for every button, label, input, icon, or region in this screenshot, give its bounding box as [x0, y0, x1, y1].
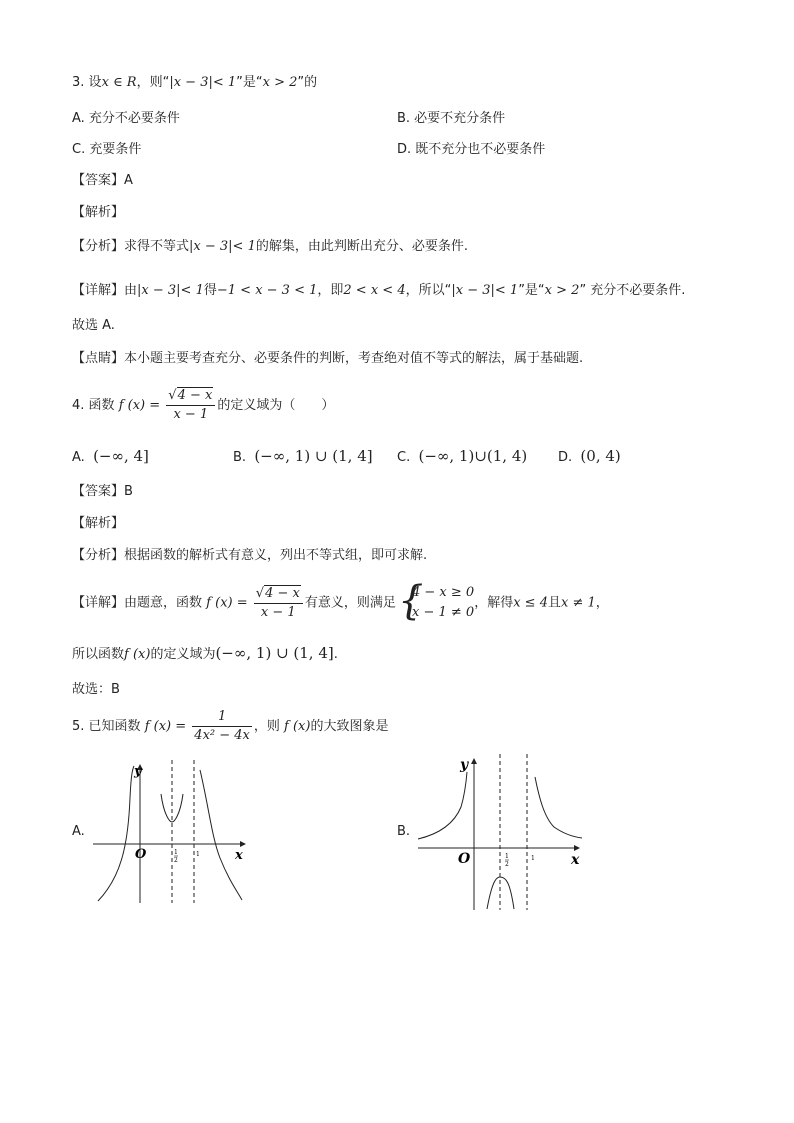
tick-half-den: 2: [174, 857, 178, 864]
tick-one: 1: [531, 855, 535, 862]
q3-option-c: C. 充要条件: [72, 142, 142, 157]
math-expr: 2 < x < 4: [343, 283, 406, 298]
q3-fenxi: 【分析】求得不等式|x − 3|< 1的解集，由此判断出充分、必要条件.: [72, 239, 468, 254]
curve-right: [535, 777, 582, 838]
q3-choose: 故选 A.: [72, 318, 115, 333]
q4-stem: 4. 函数 f (x) = $\frac{√4 - x}{x - 1}$ 的定义域为（ ）: [72, 388, 335, 422]
origin-label: O: [458, 851, 471, 867]
q5-graph-a-label: A.: [72, 824, 85, 839]
tick-half-num: 1: [505, 853, 509, 860]
math-expr: f (x): [284, 719, 311, 734]
math-expr: x > 2: [544, 283, 580, 298]
q4-detail: 【详解】由题意，函数 f (x) = $\frac{√4 - x}{x - 1}$ 有意义，则满足 { 4 − x ≥ 0 x − 1 ≠ 0 ，解得x ≤ 4且x ≠ 1，: [72, 583, 609, 624]
math-expr: |x − 3|< 1: [169, 75, 237, 90]
question-number: 5.: [72, 719, 85, 734]
q3-stem: 3. 设x ∈ R，则“|x − 3|< 1”是“x > 2”的: [72, 75, 318, 90]
q4-option-a: A. (−∞, 4]: [72, 447, 149, 465]
math-expr: (−∞, 1) ∪ (1, 4]: [215, 644, 334, 662]
axis-y-label: y: [134, 764, 142, 779]
q3-option-d: D. 既不充分也不必要条件: [397, 142, 546, 157]
q5-stem: 5. 已知函数 f (x) = $\frac{1}{\text{4x² − 4x}}$ ，则 f (x)的大致图象是: [72, 709, 389, 743]
answer-value: B: [124, 484, 133, 499]
fraction: $\frac{√4 - x}{x - 1}$: [166, 387, 215, 424]
q4-option-c: C. (−∞, 1)∪(1, 4): [397, 447, 528, 465]
answer-tag: 【答案】: [72, 173, 125, 188]
tick-one: 1: [196, 851, 200, 858]
question-number: 4.: [72, 398, 85, 413]
math-expr: f (x) =: [206, 595, 248, 611]
math-expr: x > 2: [262, 75, 298, 90]
y-axis-arrow: [471, 758, 477, 764]
q5-graph-b-label: B.: [397, 824, 411, 839]
math-expr: |x − 3|< 1: [137, 283, 204, 298]
curve-left: [418, 772, 467, 839]
q4-answer: 【答案】B: [72, 484, 133, 499]
answer-value: A: [124, 173, 133, 188]
q4-fenxi: 【分析】根据函数的解析式有意义，列出不等式组，即可求解.: [72, 548, 428, 563]
fraction: $\frac{1}{\text{4x² − 4x}}$: [194, 709, 250, 743]
q3-option-a: A. 充分不必要条件: [72, 111, 180, 126]
math-expr: |x − 3|< 1: [451, 283, 519, 298]
question-number: 3.: [72, 75, 85, 90]
q4-option-d: D. (0, 4): [558, 447, 621, 465]
inequality-system: { 4 − x ≥ 0 x − 1 ≠ 0: [400, 583, 474, 623]
q4-analysis-tag: 【解析】: [72, 516, 125, 531]
math-expr: x ∈ R: [101, 75, 137, 90]
origin-label: O: [135, 847, 147, 862]
tick-half-den: 2: [505, 861, 509, 868]
math-expr: |x − 3|< 1: [189, 239, 256, 254]
q3-option-b: B. 必要不充分条件: [397, 111, 506, 126]
axis-x-label: x: [235, 848, 243, 863]
curve-left: [98, 766, 134, 901]
math-expr: f (x) =: [144, 719, 187, 734]
q3-answer: [72, 171, 133, 191]
q4-conclusion: 所以函数f (x)的定义域为(−∞, 1) ∪ (1, 4].: [72, 644, 338, 662]
fraction: $\frac{√4 - x}{x - 1}$: [254, 585, 303, 622]
graph-b: [414, 752, 584, 912]
x-axis-arrow: [240, 841, 246, 847]
q4-choose: 故选：B: [72, 682, 120, 697]
axis-x-label: x: [571, 852, 580, 868]
math-expr: −1 < x − 3 < 1: [216, 283, 318, 298]
curve-right: [200, 770, 242, 900]
x-axis-arrow: [574, 845, 580, 851]
axis-y-label: y: [460, 757, 469, 773]
math-expr: f (x): [124, 647, 151, 662]
graph-a: [90, 758, 250, 908]
tick-half-num: 1: [174, 849, 178, 856]
q3-dianjing: 【点睛】本小题主要考查充分、必要条件的判断，考查绝对值不等式的解法，属于基础题.: [72, 351, 584, 366]
math-expr: x ≤ 4: [513, 595, 548, 611]
q3-analysis-tag: 【解析】: [72, 205, 125, 220]
q4-option-b: B. (−∞, 1) ∪ (1, 4]: [233, 447, 373, 465]
q3-detail: 【详解】由|x − 3|< 1得−1 < x − 3 < 1，即2 < x < 4，所以“|x − 3|< 1”是“x > 2” 充分不必要条件.: [72, 283, 686, 298]
math-expr: f (x) =: [118, 398, 161, 413]
math-expr: x ≠ 1: [560, 595, 596, 611]
